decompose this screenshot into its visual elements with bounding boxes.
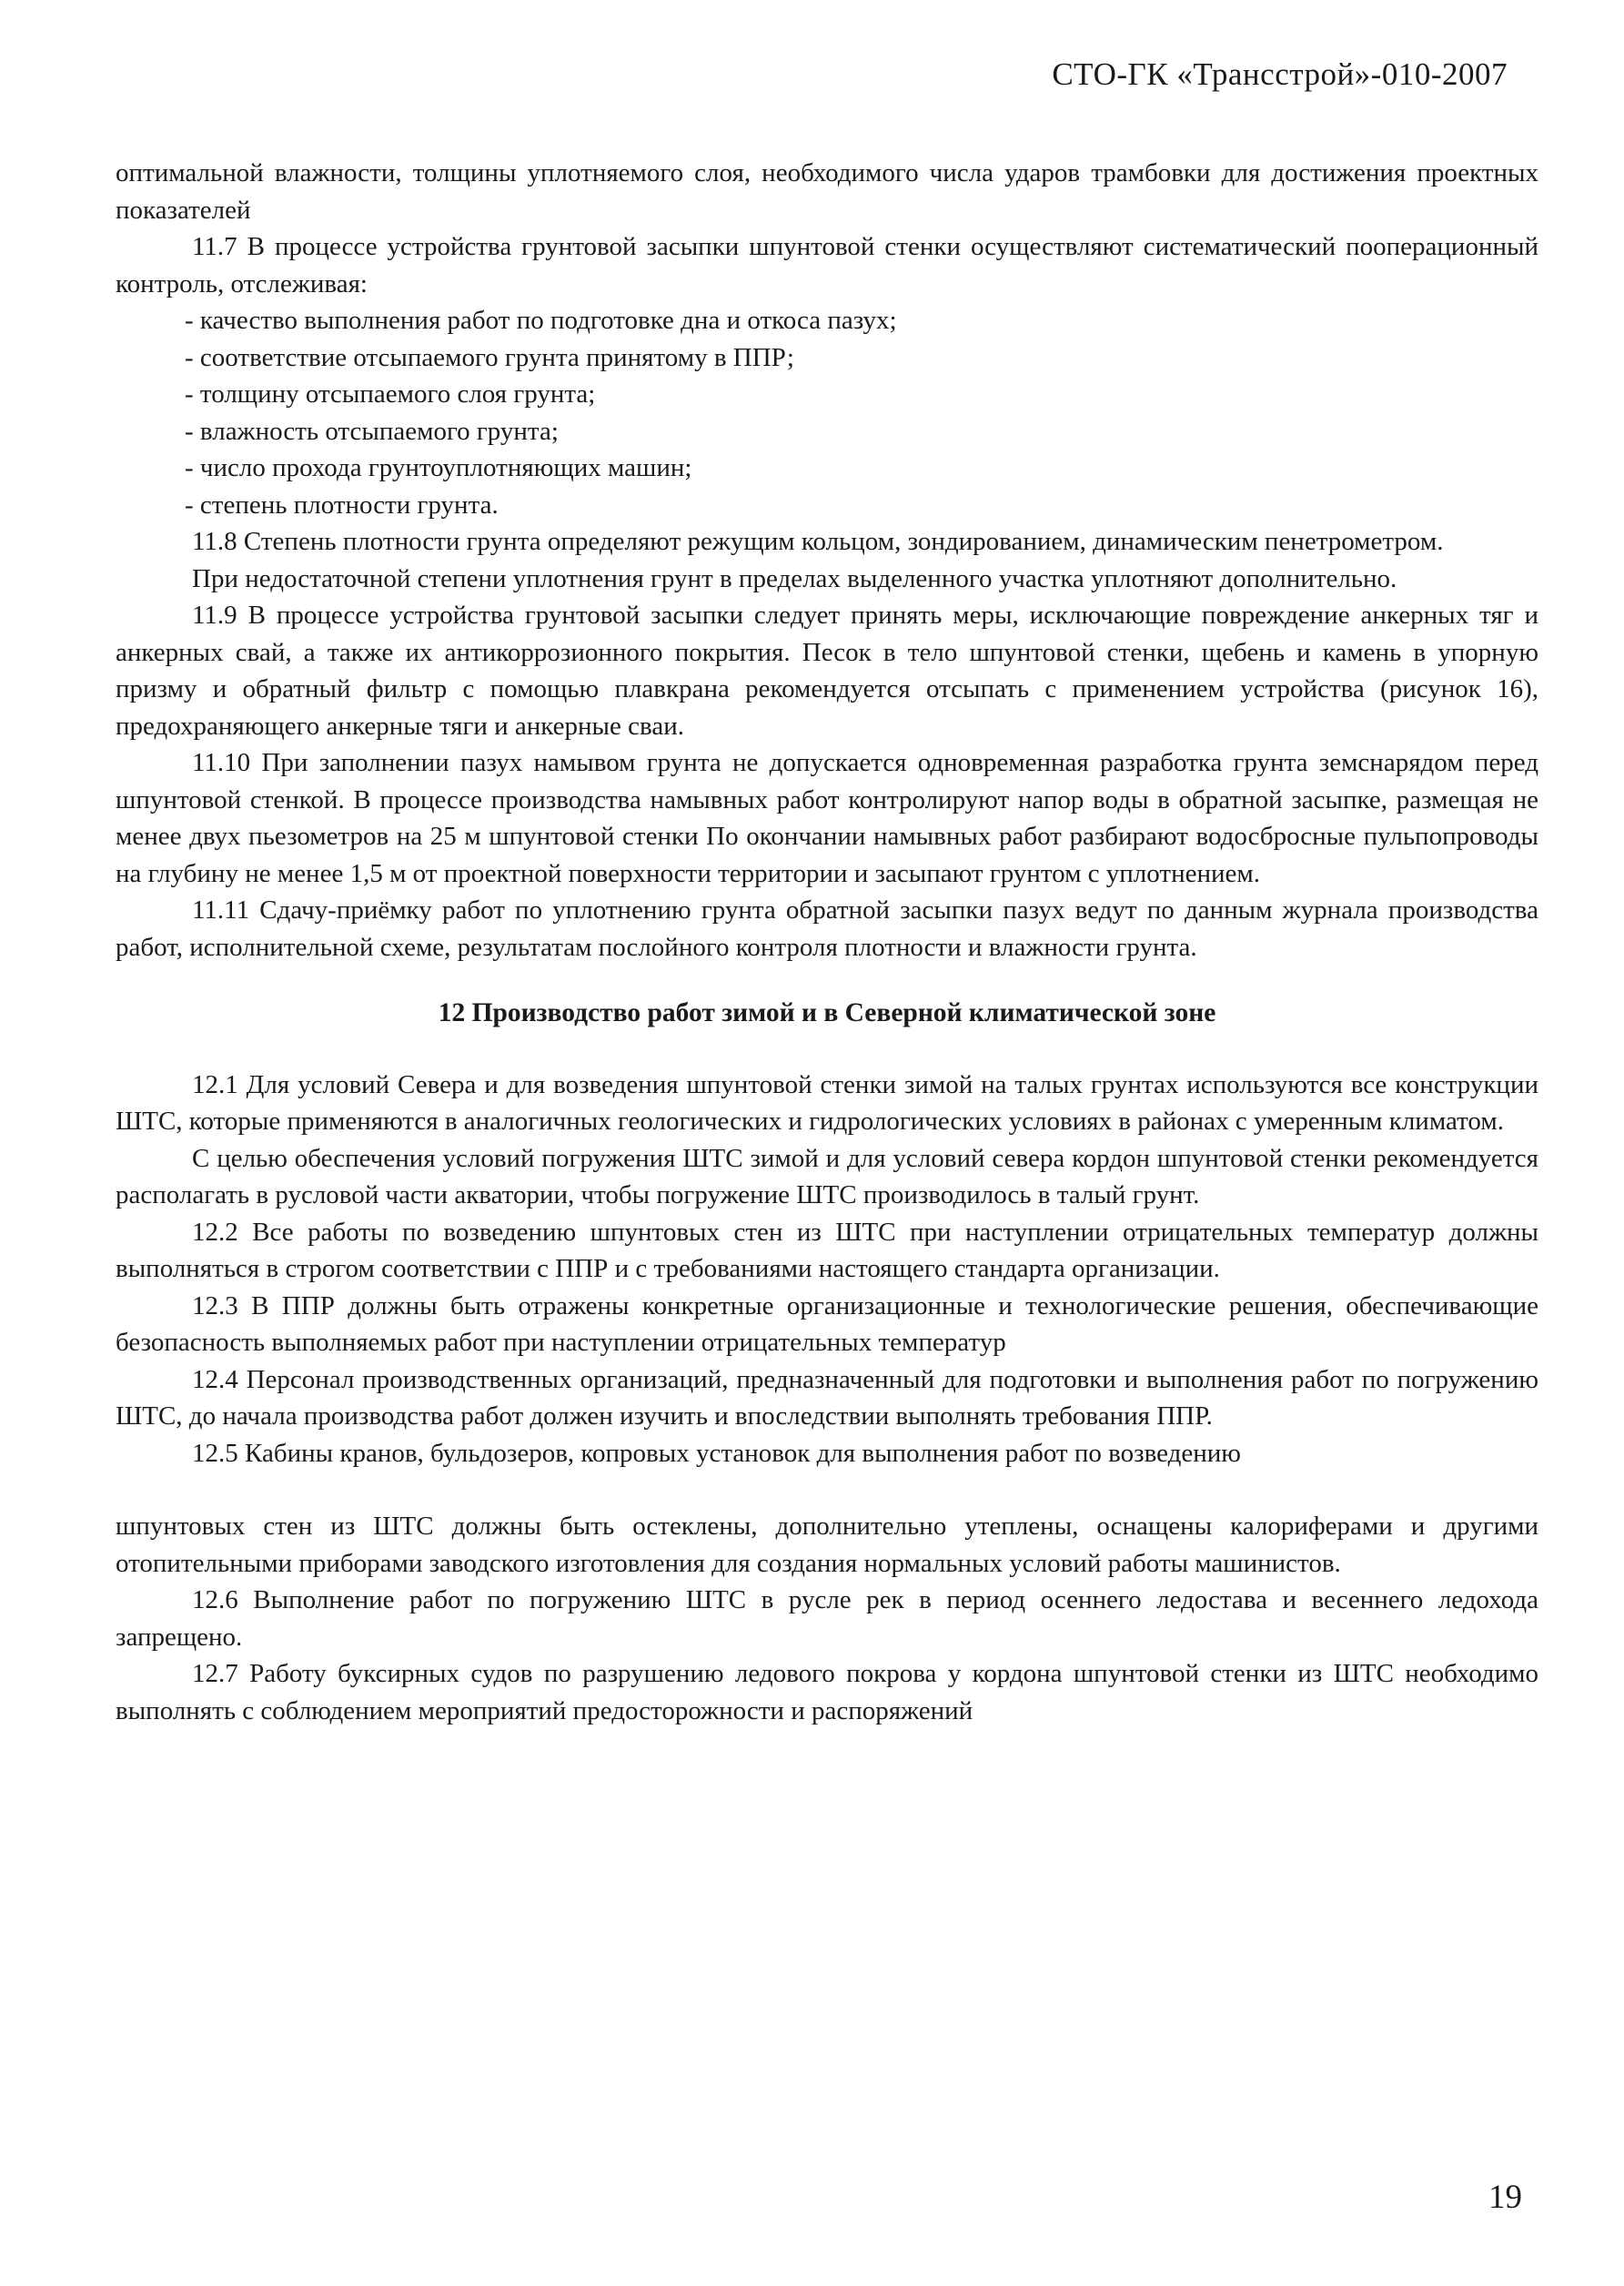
paragraph-12-4: 12.4 Персонал производственных организаций, предназначенный для подготовки и выполнения работ по погружению ШТС, до начала производства работ должен изучить и впоследствии выполнять требования ППР. — [116, 1364, 1538, 1431]
list-item: - степень плотности грунта. — [185, 490, 499, 520]
paragraph-11-10: 11.10 При заполнении пазух намывом грунта не допускается одновременная разработка грунта земснарядом перед шпунтовой стенкой. В процессе производства намывных работ контролируют напор воды в обратной засыпке, размещая не менее двух пьезометров на 25 м шпунтовой стенки По окончании намывных работ разбирают водосбросные пульпопроводы на глубину не менее 1,5 м от проектной поверхности территории и засыпают грунтом с уплотнением. — [116, 748, 1538, 888]
paragraph-continuation: оптимальной влажности, толщины уплотняемого слоя, необходимого числа ударов трамбовки для достижения проектных показателей — [116, 158, 1538, 225]
paragraph-12-6: 12.6 Выполнение работ по погружению ШТС в русле рек в период осеннего ледостава и весеннего ледохода запрещено. — [116, 1585, 1538, 1652]
list-item: - влажность отсыпаемого грунта; — [185, 416, 559, 446]
paragraph-11-7: 11.7 В процессе устройства грунтовой засыпки шпунтовой стенки осуществляют систематический пооперационный контроль, отслеживая: — [116, 232, 1538, 298]
document-code-header: СТО-ГК «Трансстрой»-010-2007 — [1052, 56, 1508, 92]
paragraph-11-8: 11.8 Степень плотности грунта определяют режущим кольцом, зондированием, динамическим пенетрометром. — [192, 527, 1444, 556]
paragraph-12-5: 12.5 Кабины кранов, бульдозеров, копровых установок для выполнения работ по возведению — [192, 1438, 1241, 1468]
paragraph-12-3: 12.3 В ППР должны быть отражены конкретные организационные и технологические решения, обеспечивающие безопасность выполняемых работ при наступлении отрицательных температур — [116, 1290, 1538, 1357]
page-number: 19 — [1488, 2179, 1522, 2216]
paragraph-11-8-cont: При недостаточной степени уплотнения грунт в пределах выделенного участка уплотняют дополнительно. — [192, 563, 1397, 593]
paragraph-12-1: 12.1 Для условий Севера и для возведения шпунтовой стенки зимой на талых грунтах используются все конструкции ШТС, которые применяются в аналогичных геологических и гидрологических условиях в районах с умеренным климатом. — [116, 1069, 1538, 1136]
paragraph-12-7: 12.7 Работу буксирных судов по разрушению ледового покрова у кордона шпунтовой стенки из ШТС необходимо выполнять с соблюдением мероприятий предосторожности и распоряжений — [116, 1659, 1538, 1725]
paragraph-11-11: 11.11 Сдачу-приёмку работ по уплотнению грунта обратной засыпки пазух ведут по данным журнала производства работ, исполнительной схеме, результатам послойного контроля плотности и влажности грунта. — [116, 895, 1538, 962]
page-body — [116, 155, 1538, 1729]
list-item: - толщину отсыпаемого слоя грунта; — [185, 379, 596, 409]
section-heading: 12 Производство работ зимой и в Северной климатической зоне — [438, 998, 1216, 1027]
list-item: - число прохода грунтоуплотняющих машин; — [185, 453, 692, 482]
paragraph-12-5-cont: шпунтовых стен из ШТС должны быть остеклены, дополнительно утеплены, оснащены калориферами и другими отопительными приборами заводского изготовления для создания нормальных условий работы машинистов. — [116, 1512, 1538, 1578]
paragraph-12-1-cont: С целью обеспечения условий погружения ШТС зимой и для условий севера кордон шпунтовой стенки рекомендуется располагать в русловой части акватории, чтобы погружение ШТС производилось в талый грунт. — [116, 1143, 1538, 1209]
paragraph-12-2: 12.2 Все работы по возведению шпунтовых стен из ШТС при наступлении отрицательных температур должны выполняться в строгом соответствии с ППР и с требованиями настоящего стандарта организации. — [116, 1217, 1538, 1283]
blank-gap — [116, 1472, 1538, 1508]
list-item: - соответствие отсыпаемого грунта принятому в ППР; — [185, 342, 794, 372]
paragraph-11-9: 11.9 В процессе устройства грунтовой засыпки следует принять меры, исключающие повреждение анкерных тяг и анкерных свай, а также их антикоррозионного покрытия. Песок в тело шпунтовой стенки, щебень и камень в упорную призму и обратный фильтр с помощью плавкрана рекомендуется отсыпать с применением устройства (рисунок 16), предохраняющего анкерные тяги и анкерные сваи. — [116, 601, 1538, 741]
list-item: - качество выполнения работ по подготовке дна и откоса пазух; — [185, 306, 897, 335]
